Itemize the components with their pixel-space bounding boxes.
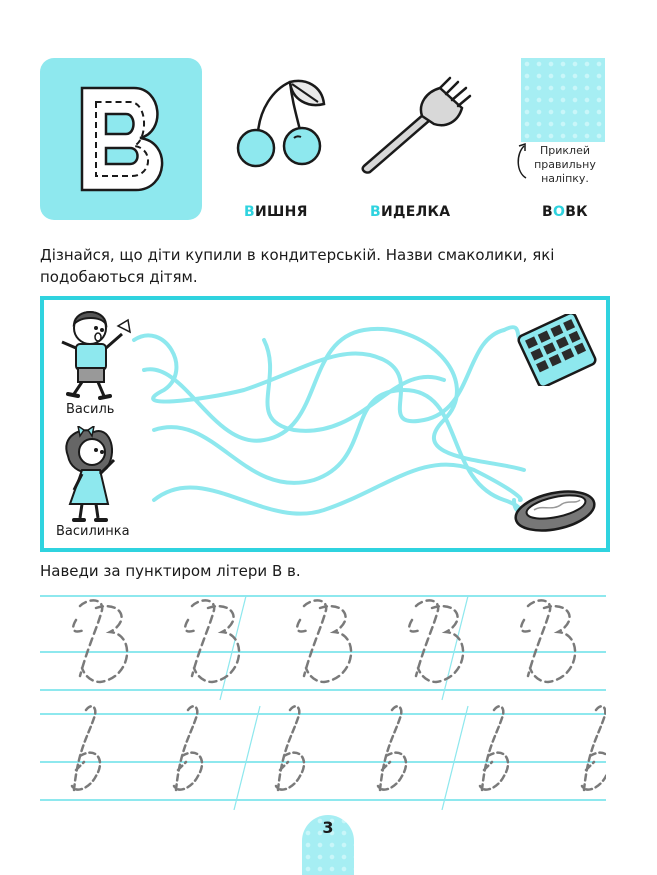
eclair-icon <box>512 486 598 532</box>
cherries-icon <box>232 74 328 174</box>
handwriting-practice <box>40 590 606 810</box>
fork-icon <box>358 74 478 174</box>
page-number: 3 <box>322 818 334 837</box>
girl-vasylynka-icon <box>56 426 126 524</box>
waffle-icon <box>516 314 598 386</box>
task1-instruction: Дізнайся, що діти купили в кондитерській. Назви смаколики, які подобаються дітям. <box>40 246 555 286</box>
letter-card <box>40 58 202 220</box>
dashed-letter-v <box>40 58 202 220</box>
child-name-vasylynka: Василинка <box>56 524 130 539</box>
sticker-placeholder[interactable] <box>521 58 605 142</box>
word-wolf: ВОВК <box>542 204 588 220</box>
word-cherry: ВИШНЯ <box>244 204 308 220</box>
child-name-vasyl: Василь <box>66 402 115 417</box>
task2-instruction: Наведи за пунктиром літери В в. <box>40 562 301 580</box>
letter-text <box>1 1 2 2</box>
sticker-note: Приклей правильну наліпку. <box>534 144 596 185</box>
word-fork: ВИДЕЛКА <box>370 204 451 220</box>
boy-vasyl-icon <box>52 306 136 402</box>
